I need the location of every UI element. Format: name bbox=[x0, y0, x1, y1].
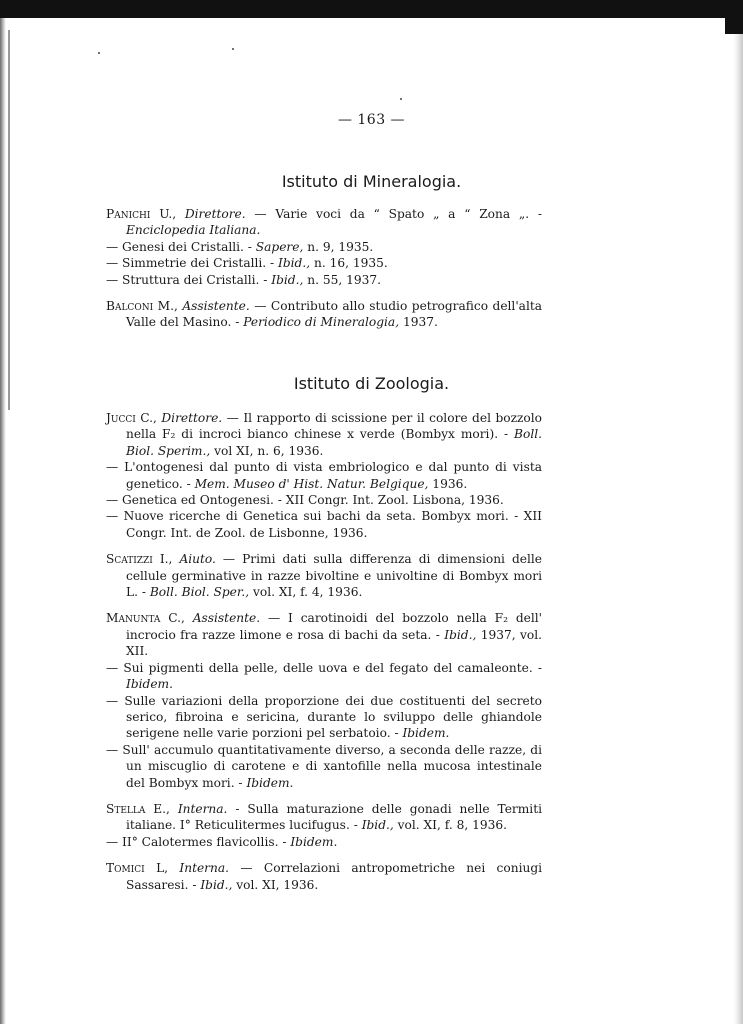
entry-role: Aiuto. bbox=[179, 552, 216, 567]
entry-author: Jucci C., bbox=[106, 411, 157, 425]
entry-text: — Sull' accumulo quantitativamente diverso, a seconda delle razze, di un miscuglio di carotene e di xantofille nella mucosa intestinale del Bombyx mori. - bbox=[106, 742, 542, 790]
entry-role: Interna. bbox=[177, 801, 228, 816]
scan-speck bbox=[98, 52, 100, 54]
zoologia-entries bbox=[106, 410, 542, 893]
entry-source: Ibidem. bbox=[402, 726, 450, 741]
entry-tail: n. 9, 1935. bbox=[303, 239, 374, 254]
bibliography-entry bbox=[106, 742, 542, 791]
entry-text: — Struttura dei Cristalli. - bbox=[106, 272, 272, 287]
entry-text: — II° Calotermes flavicollis. - bbox=[106, 834, 291, 849]
entry-role: Assistente. bbox=[192, 611, 261, 626]
entry-source: Ibid., bbox=[200, 877, 233, 892]
bibliography-entry bbox=[106, 239, 542, 255]
page-number: — 163 — bbox=[337, 112, 406, 128]
entry-author: Manunta C., bbox=[106, 611, 185, 626]
entry-role: Direttore. bbox=[161, 411, 223, 425]
entry-author: Scatizzi I., bbox=[106, 552, 173, 567]
bibliography-entry bbox=[106, 660, 542, 693]
entry-source: Mem. Museo d' Hist. Natur. Belgique, bbox=[194, 476, 429, 491]
entry-tail: 1937. bbox=[399, 315, 438, 330]
entry-tail: 1937, vol. XII. bbox=[126, 627, 542, 659]
entry-author: Panichi U., bbox=[106, 207, 177, 221]
entry-tail: n. 55, 1937. bbox=[303, 272, 381, 287]
entry-tail: vol. XI, f. 8, 1936. bbox=[393, 818, 507, 833]
bibliography-entry bbox=[106, 298, 542, 331]
entry-author: Balconi M., bbox=[106, 299, 178, 314]
entry-source: Ibid., bbox=[271, 272, 304, 287]
entry-source: Ibid., bbox=[278, 256, 311, 271]
entry-tail: vol. XI, f. 4, 1936. bbox=[249, 585, 363, 600]
entry-text: — Varie voci da “ Spato „ a “ Zona „. - bbox=[245, 207, 542, 221]
entry-text: — Nuove ricerche di Genetica sui bachi da seta. Bombyx mori. - XII Congr. Int. de Zool. de Lisbonne, 1936. bbox=[106, 509, 542, 540]
entry-role: Direttore. bbox=[184, 207, 246, 221]
entry-source: Ibidem. bbox=[126, 677, 173, 692]
entry-author: Tomici L, bbox=[106, 861, 169, 876]
bibliography-entry bbox=[106, 459, 542, 492]
bibliography-entry bbox=[106, 801, 542, 834]
scan-left-shadow bbox=[8, 30, 10, 410]
scan-top-border bbox=[0, 0, 743, 18]
bibliography-entry bbox=[106, 272, 542, 288]
bibliography-entry bbox=[106, 860, 542, 893]
scan-speck bbox=[232, 48, 234, 50]
entry-text: — Contributo allo studio petrografico dell'alta Valle del Masino. - bbox=[126, 299, 543, 330]
entry-source: Boll. Biol. Sper., bbox=[149, 585, 250, 600]
bibliography-entry bbox=[106, 206, 542, 239]
entry-source: Ibidem. bbox=[246, 775, 294, 790]
entry-source: Enciclopedia Italiana. bbox=[126, 223, 261, 238]
entry-role: Interna. bbox=[179, 861, 229, 876]
entry-source: Sapere, bbox=[255, 239, 304, 254]
entry-tail: vol XI, n. 6, 1936. bbox=[210, 443, 324, 458]
bibliography-entry bbox=[106, 508, 542, 541]
entry-text: — Sui pigmenti della pelle, delle uova e del fegato del camaleonte. - bbox=[106, 660, 542, 675]
mineralogia-entries bbox=[106, 206, 542, 331]
entry-tail: n. 16, 1935. bbox=[310, 256, 388, 271]
scan-speck bbox=[400, 98, 402, 100]
scan-left-edge bbox=[0, 18, 6, 1024]
entry-source: Periodico di Mineralogia, bbox=[243, 315, 400, 330]
entry-source: Ibid., bbox=[444, 627, 477, 642]
entry-text: — Il rapporto di scissione per il colore del bozzolo nella F₂ di incroci bianco chinese x verde (Bombyx mori). - bbox=[126, 411, 542, 442]
entry-text: — Genesi dei Cristalli. - bbox=[106, 239, 256, 254]
entry-tail: vol. XI, 1936. bbox=[232, 877, 319, 892]
bibliography-entry bbox=[106, 693, 542, 742]
entry-source: Ibidem. bbox=[290, 834, 338, 849]
entry-text: — Correlazioni antropometriche nei coniugi Sassaresi. - bbox=[126, 861, 543, 892]
entry-text: — L'ontogenesi dal punto di vista embriologico e dal punto di vista genetico. - bbox=[106, 460, 542, 491]
entry-text: - Sulla maturazione delle gonadi nelle Termiti italiane. I° Reticulitermes lucifugus. - bbox=[126, 801, 542, 833]
entry-text: — Simmetrie dei Cristalli. - bbox=[106, 256, 279, 271]
section-title-mineralogia: Istituto di Mineralogia. bbox=[281, 172, 462, 191]
section-title-zoologia: Istituto di Zoologia. bbox=[293, 374, 450, 393]
entry-source: Ibid., bbox=[361, 818, 394, 833]
entry-text: — Sulle variazioni della proporzione dei due costituenti del secreto serico, fibroina e sericina, durante lo sviluppo delle ghiandole serigene nelle varie porzioni pel serbatoio. - bbox=[106, 693, 542, 741]
bibliography-entry bbox=[106, 410, 542, 459]
bibliography-entry bbox=[106, 255, 542, 271]
bibliography-entry bbox=[106, 610, 542, 659]
entry-role: Assistente. bbox=[182, 299, 250, 314]
entry-author: Stella E., bbox=[106, 801, 170, 816]
entry-tail: 1936. bbox=[428, 476, 468, 491]
entry-text: — Primi dati sulla differenza di dimensioni delle cellule germinative in razze bivoltine e univoltine di Bombyx mori L. - bbox=[126, 552, 542, 600]
entry-source: Boll. Biol. Sperim., bbox=[126, 427, 542, 458]
entry-text: — Genetica ed Ontogenesi. - XII Congr. Int. Zool. Lisbona, 1936. bbox=[106, 493, 504, 508]
bibliography-entry bbox=[106, 551, 542, 600]
bibliography-entry bbox=[106, 492, 542, 508]
bibliography-entry bbox=[106, 834, 542, 850]
entry-text: — I carotinoidi del bozzolo nella F₂ dell' incrocio fra razze limone e rosa di bachi da seta. - bbox=[126, 611, 543, 642]
